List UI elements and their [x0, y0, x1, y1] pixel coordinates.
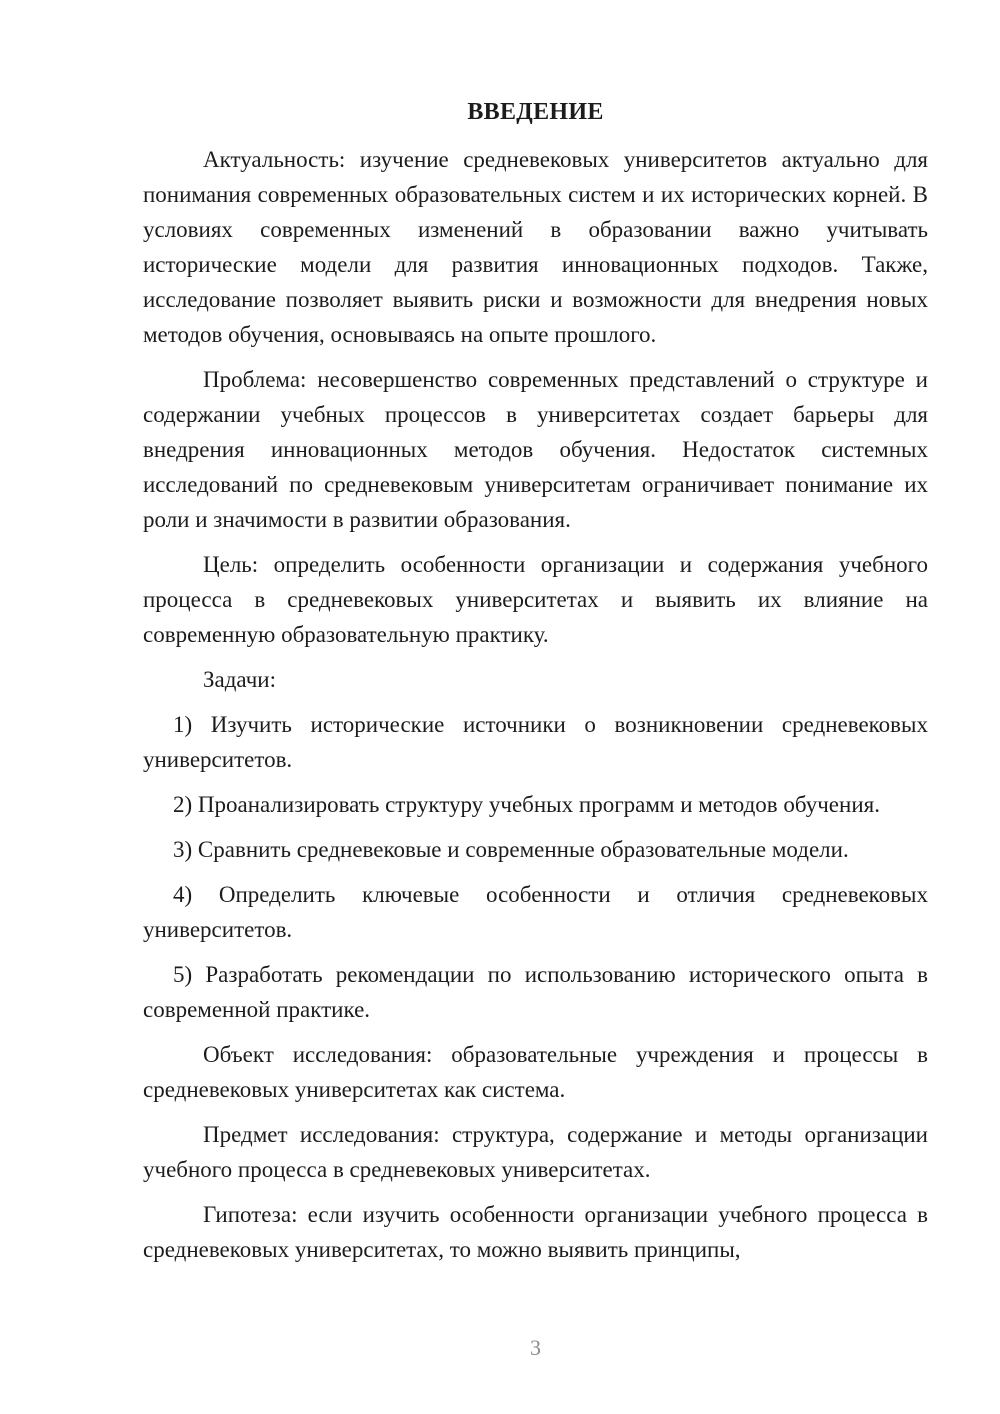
task-item-4: 4) Определить ключевые особенности и отличия средневековых университетов.: [143, 882, 928, 942]
task-item-2: 2) Проанализировать структуру учебных программ и методов обучения.: [173, 792, 880, 817]
body-text: [143, 142, 928, 1277]
paragraph-object: Объект исследования: образовательные учреждения и процессы в средневековых университетах как система.: [143, 1042, 928, 1102]
paragraph-tasks-heading: Задачи:: [203, 667, 276, 692]
paragraph-hypothesis: Гипотеза: если изучить особенности организации учебного процесса в средневековых университетах, то можно выявить принципы,: [143, 1202, 928, 1262]
paragraph-problem: Проблема: несовершенство современных представлений о структуре и содержании учебных процессов в университетах создает барьеры для внедрения инновационных методов обучения. Недостаток системных исследований по средневековым университетам ограничивает понимание их роли и значимости в развитии образования.: [143, 367, 928, 532]
paragraph-relevance: Актуальность: изучение средневековых университетов актуально для понимания современных образовательных систем и их исторических корней. В условиях современных изменений в образовании важно учитывать исторические модели для развития инновационных подходов. Также, исследование позволяет выявить риски и возможности для внедрения новых методов обучения, основываясь на опыте прошлого.: [143, 147, 928, 347]
section-heading: ВВЕДЕНИЕ: [467, 99, 604, 125]
task-item-3: 3) Сравнить средневековые и современные образовательные модели.: [173, 837, 849, 862]
paragraph-goal: Цель: определить особенности организации и содержания учебного процесса в средневековых университетах и выявить их влияние на современную образовательную практику.: [143, 552, 928, 647]
page-number: 3: [530, 1335, 541, 1360]
paragraph-subject: Предмет исследования: структура, содержание и методы организации учебного процесса в средневековых университетах.: [143, 1122, 928, 1182]
task-item-1: 1) Изучить исторические источники о возникновении средневековых университетов.: [143, 712, 928, 772]
task-item-5: 5) Разработать рекомендации по использованию исторического опыта в современной практике.: [143, 962, 928, 1022]
